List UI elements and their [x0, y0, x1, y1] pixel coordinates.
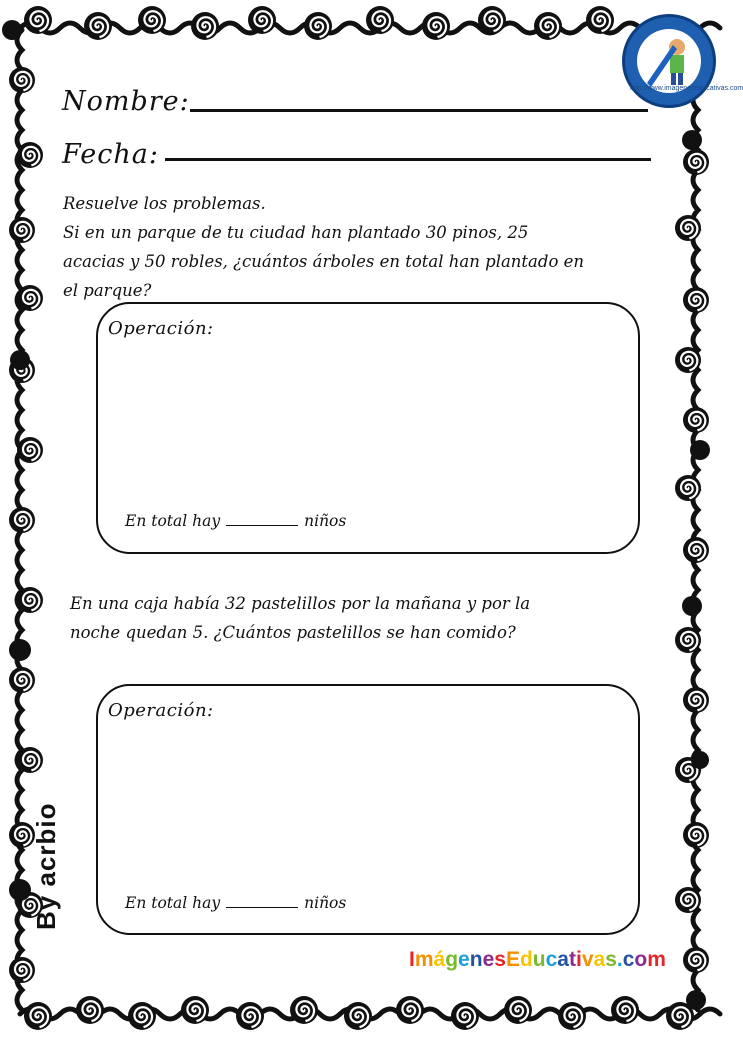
swirl-ornament — [84, 12, 112, 40]
problem1-total-suffix: niños — [304, 512, 347, 530]
problem2-answer-blank[interactable] — [226, 895, 298, 908]
swirl-ornament — [586, 6, 614, 34]
swirl-ornament — [675, 627, 701, 653]
footer-letter: m — [414, 948, 434, 971]
footer-letter: a — [557, 948, 569, 971]
border-dot — [9, 639, 31, 661]
name-field[interactable] — [190, 109, 648, 112]
footer-letter: s — [605, 948, 617, 971]
problem1-answer-box[interactable] — [96, 302, 640, 554]
swirl-ornament — [478, 6, 506, 34]
problem1-line3: el parque? — [63, 281, 152, 300]
swirl-ornament — [24, 1002, 52, 1030]
swirl-ornament — [17, 437, 43, 463]
problem1-total-line — [125, 512, 346, 530]
swirl-ornament — [17, 142, 43, 168]
footer-letter: c — [622, 948, 635, 971]
swirl-ornament — [9, 217, 35, 243]
swirl-ornament — [17, 747, 43, 773]
footer-website-logo — [409, 948, 666, 972]
problem1-total-prefix: En total hay — [125, 512, 221, 530]
swirl-ornament — [76, 996, 104, 1024]
swirl-ornament — [675, 215, 701, 241]
problem2-operation-label: Operación: — [108, 700, 214, 721]
instructions: Resuelve los problemas. — [63, 194, 266, 213]
problem1-line2: acacias y 50 robles, ¿cuántos árboles en total han plantado en — [63, 252, 585, 271]
swirl-ornament — [366, 6, 394, 34]
swirl-ornament — [396, 996, 424, 1024]
border-dot — [10, 350, 30, 370]
footer-letter: d — [519, 948, 533, 971]
name-label: Nombre: — [62, 86, 190, 117]
swirl-ornament — [181, 996, 209, 1024]
swirl-ornament — [504, 996, 532, 1024]
problem2-total-suffix: niños — [304, 894, 347, 912]
date-label: Fecha: — [62, 139, 159, 170]
border-dot — [9, 879, 31, 901]
logo-pencil-kid-icon — [637, 29, 701, 93]
swirl-ornament — [422, 12, 450, 40]
swirl-ornament — [24, 6, 52, 34]
border-dot — [690, 440, 710, 460]
swirl-ornament — [9, 667, 35, 693]
border-dot — [2, 20, 22, 40]
footer-letter: á — [433, 948, 446, 971]
problem2-total-line — [125, 894, 346, 912]
footer-letter: n — [469, 948, 483, 971]
swirl-ornament — [558, 1002, 586, 1030]
swirl-ornament — [451, 1002, 479, 1030]
problem2-line2: noche quedan 5. ¿Cuántos pastelillos se han comido? — [70, 623, 516, 642]
border-dot — [682, 130, 702, 150]
swirl-ornament — [191, 12, 219, 40]
footer-letter: E — [505, 948, 520, 971]
border-wave — [693, 30, 698, 1010]
swirl-ornament — [248, 6, 276, 34]
footer-letter: o — [634, 948, 648, 971]
problem2-line1: En una caja había 32 pastelillos por la mañana y por la — [70, 594, 531, 613]
footer-letter: s — [494, 948, 506, 971]
footer-letter: e — [458, 948, 470, 971]
swirl-ornament — [675, 887, 701, 913]
swirl-ornament — [9, 957, 35, 983]
border-dot — [686, 990, 706, 1010]
border-dot — [682, 596, 702, 616]
problem2-answer-box[interactable] — [96, 684, 640, 935]
swirl-ornament — [683, 407, 709, 433]
problem1-text — [63, 189, 643, 305]
author-byline: By acrbio — [31, 802, 61, 930]
swirl-ornament — [534, 12, 562, 40]
swirl-ornament — [344, 1002, 372, 1030]
swirl-ornament — [683, 687, 709, 713]
imageneseducativas-logo — [622, 14, 716, 108]
swirl-ornament — [611, 996, 639, 1024]
logo-url-text: http://www.imageneseducativas.com — [630, 85, 743, 92]
problem1-operation-label: Operación: — [108, 318, 214, 339]
swirl-ornament — [138, 6, 166, 34]
date-field[interactable] — [165, 158, 651, 161]
footer-letter: . — [616, 948, 623, 971]
swirl-ornament — [683, 287, 709, 313]
footer-letter: i — [575, 948, 582, 971]
swirl-ornament — [236, 1002, 264, 1030]
swirl-ornament — [128, 1002, 156, 1030]
footer-letter: c — [545, 948, 558, 971]
border-dot — [691, 751, 709, 769]
footer-letter: e — [482, 948, 495, 971]
problem2-total-prefix: En total hay — [125, 894, 221, 912]
footer-letter: u — [532, 948, 546, 971]
swirl-ornament — [683, 947, 709, 973]
footer-letter: I — [409, 948, 415, 971]
swirl-ornament — [683, 537, 709, 563]
swirl-ornament — [17, 285, 43, 311]
swirl-ornament — [17, 587, 43, 613]
swirl-ornament — [290, 996, 318, 1024]
swirl-ornament — [675, 347, 701, 373]
problem2-text — [70, 589, 630, 647]
problem1-answer-blank[interactable] — [226, 513, 298, 526]
swirl-ornament — [675, 475, 701, 501]
swirl-ornament — [683, 149, 709, 175]
swirl-ornament — [9, 507, 35, 533]
swirl-ornament — [304, 12, 332, 40]
footer-letter: m — [647, 948, 666, 971]
problem1-line1: Si en un parque de tu ciudad han plantado 30 pinos, 25 — [63, 223, 529, 242]
swirl-ornament — [683, 822, 709, 848]
footer-letter: g — [445, 948, 459, 971]
footer-letter: t — [568, 948, 576, 971]
footer-letter: a — [593, 948, 606, 971]
footer-letter: v — [581, 948, 594, 971]
swirl-ornament — [9, 67, 35, 93]
